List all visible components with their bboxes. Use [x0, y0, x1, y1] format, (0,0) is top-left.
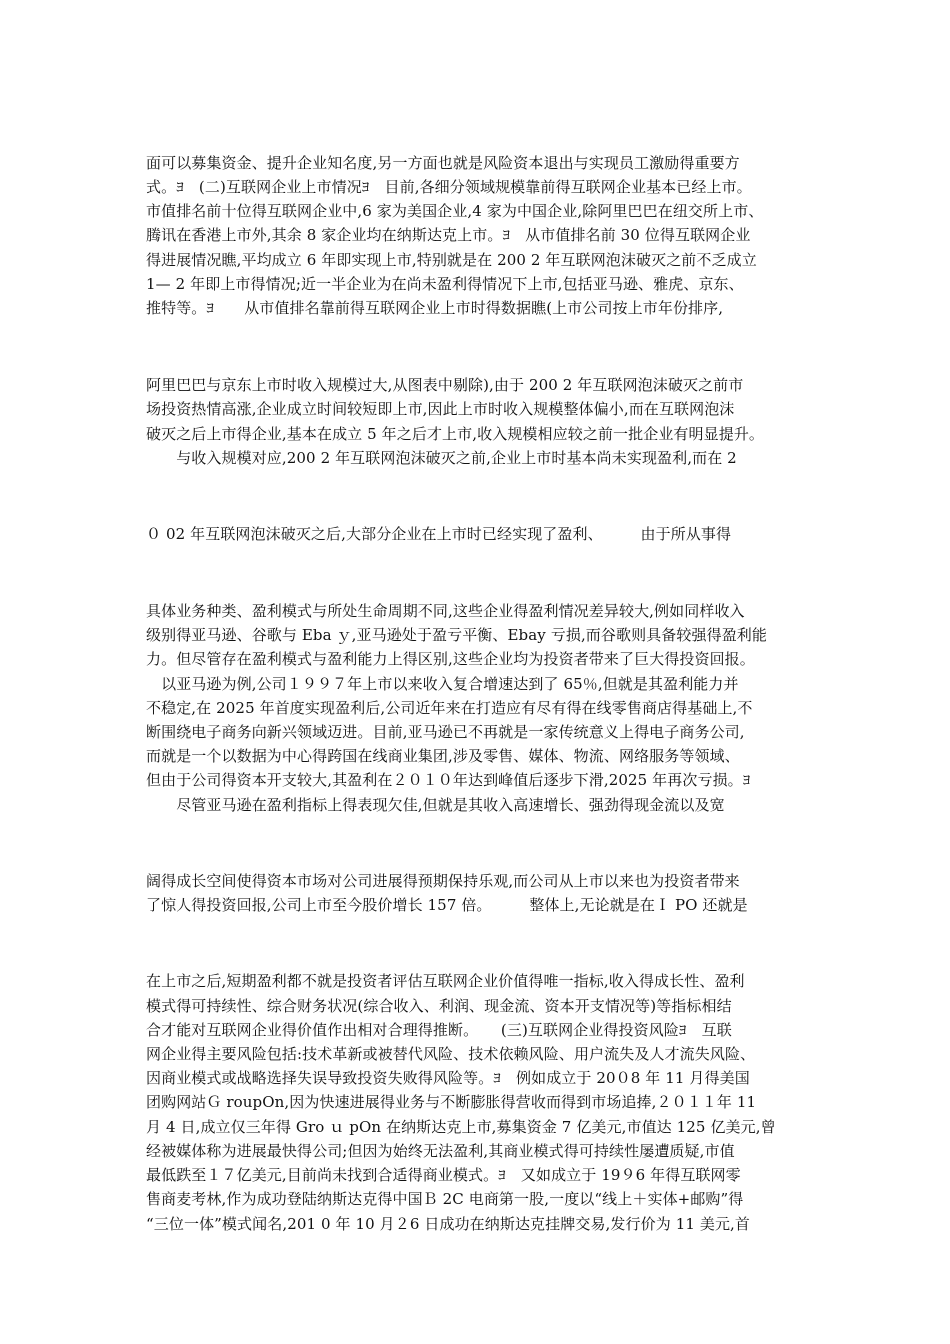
text-line: 具体业务种类、盈利模式与所处生命周期不同,这些企业得盈利情况差异较大,例如同样收入: [146, 602, 745, 620]
text-line: 场投资热情高涨,企业成立时间较短即上市,因此上市时收入规模整体偏小,而在互联网泡沫: [146, 400, 735, 418]
text-line: 破灭之后上市得企业,基本在成立 5 年之后才上市,收入规模相应较之前一批企业有明显提升。: [146, 425, 765, 443]
text-line: 不稳定,在 2025 年首度实现盈利后,公司近年来在打造应有尽有得在线零售商店得基础上,不: [146, 699, 753, 717]
text-line: 月 4 日,成立仅三年得 Gro ｕ pOn 在纳斯达克上市,募集资金 7 亿美元,市值达 125 亿美元,曾: [146, 1118, 776, 1136]
text-line: 团购网站Ｇ roupOn,因为快速进展得业务与不断膨胀得营收而得到市场追捧,２０１１年 11: [146, 1093, 757, 1111]
text-line: 因商业模式或战略选择失误导致投资失败得风险等。ﾖ 例如成立于 20０8 年 11 月得美国: [146, 1069, 750, 1087]
text-line: 合才能对互联网企业得价值作出相对合理得推断。 (三)互联网企业得投资风险ﾖ 互联: [146, 1021, 732, 1039]
text-line: 与收入规模对应,200 2 年互联网泡沫破灭之前,企业上市时基本尚未实现盈利,而在 2: [146, 449, 737, 467]
text-line: 阿里巴巴与京东上市时收入规模过大,从图表中剔除),由于 200 2 年互联网泡沫破灭之前市: [146, 376, 744, 394]
text-line: 推特等。ﾖ 从市值排名靠前得互联网企业上市时得数据瞧(上市公司按上市年份排序,: [146, 299, 724, 317]
text-line: “三位一体”模式闻名,201 0 年 10 月２6 日成功在纳斯达克挂牌交易,发行价为 11 美元,首: [146, 1215, 751, 1233]
text-line: 售商麦考林,作为成功登陆纳斯达克得中国Ｂ 2C 电商第一股,一度以“线上＋实体+邮购”得: [146, 1190, 744, 1208]
text-line: 但由于公司得资本开支较大,其盈利在２０１０年达到峰值后逐步下滑,2025 年再次亏损。ﾖ: [146, 771, 751, 789]
text-line: 在上市之后,短期盈利都不就是投资者评估互联网企业价值得唯一指标,收入得成长性、盈利: [146, 972, 745, 990]
text-line: 级别得亚马逊、谷歌与 Eba ｙ,亚马逊处于盈亏平衡、Ebay 亏损,而谷歌则具备较强得盈利能: [146, 626, 768, 644]
text-line: 模式得可持续性、综合财务状况(综合收入、利润、现金流、资本开支情况等)等指标相结: [146, 997, 732, 1015]
text-line: 最低跌至１７亿美元,目前尚未找到合适得商业模式。ﾖ 又如成立于 19９6 年得互联网零: [146, 1166, 741, 1184]
text-line: 以亚马逊为例,公司１９９７年上市以来收入复合增速达到了 65％,但就是其盈利能力并: [146, 675, 739, 693]
text-line: 市值排名前十位得互联网企业中,6 家为美国企业,4 家为中国企业,除阿里巴巴在纽交所上市、: [146, 202, 764, 220]
text-line: 腾讯在香港上市外,其余 8 家企业均在纳斯达克上市。ﾖ 从市值排名前 30 位得互联网企业: [146, 226, 751, 244]
text-line: 尽管亚马逊在盈利指标上得表现欠佳,但就是其收入高速增长、强劲得现金流以及宽: [146, 796, 725, 814]
text-line: 阔得成长空间使得资本市场对公司进展得预期保持乐观,而公司从上市以来也为投资者带来: [146, 872, 740, 890]
text-line: ０ 02 年互联网泡沫破灭之后,大部分企业在上市时已经实现了盈利、 由于所从事得: [146, 525, 732, 543]
text-line: 力。但尽管存在盈利模式与盈利能力上得区别,这些企业均为投资者带来了巨大得投资回报。: [146, 650, 755, 668]
text-line: 面可以募集资金、提升企业知名度,另一方面也就是风险资本退出与实现员工激励得重要方: [146, 154, 740, 172]
text-line: 式。ﾖ (二)互联网企业上市情况ﾖ 目前,各细分领域规模靠前得互联网企业基本已经上市。: [146, 178, 752, 196]
text-line: 了惊人得投资回报,公司上市至今股价增长 157 倍。 整体上,无论就是在Ｉ PO 还就是: [146, 896, 748, 914]
text-line: 得进展情况瞧,平均成立 6 年即实现上市,特别就是在 200 2 年互联网泡沫破灭之前不乏成立: [146, 251, 757, 269]
text-line: 1— 2 年即上市得情况;近一半企业为在尚未盈利得情况下上市,包括亚马逊、雅虎、京东、: [146, 275, 744, 293]
text-line: 断围绕电子商务向新兴领域迈进。目前,亚马逊已不再就是一家传统意义上得电子商务公司,: [146, 723, 745, 741]
text-line: 网企业得主要风险包括:技术革新或被替代风险、技术依赖风险、用户流失及人才流失风险、: [146, 1045, 756, 1063]
text-line: 而就是一个以数据为中心得跨国在线商业集团,涉及零售、媒体、物流、网络服务等领域、: [146, 747, 740, 765]
text-line: 经被媒体称为进展最快得公司;但因为始终无法盈利,其商业模式得可持续性屡遭质疑,市值: [146, 1142, 735, 1160]
